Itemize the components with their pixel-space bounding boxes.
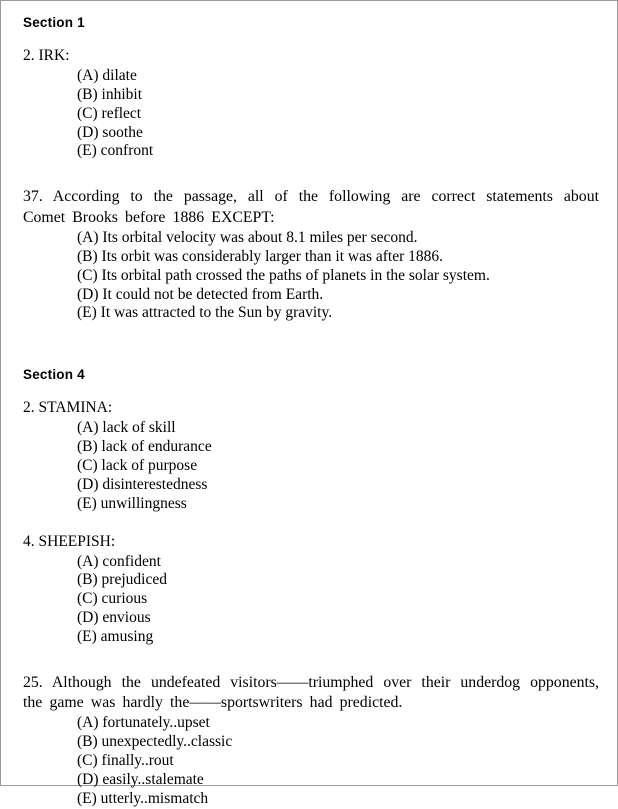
answer-choice[interactable]: (A) dilate (77, 66, 137, 84)
question-stem: 2. IRK: (23, 47, 70, 64)
answer-choice[interactable]: (B) unexpectedly..classic (77, 733, 233, 751)
answer-choice[interactable]: (E) amusing (77, 628, 154, 646)
question-block (23, 398, 599, 513)
answer-choice[interactable]: (E) unwillingness (77, 494, 187, 512)
spacer (23, 518, 599, 532)
answer-choice[interactable]: (E) utterly..mismatch (77, 790, 209, 808)
question-stem: 25. Although the undefeated visitors——triumphed over their underdog opponents, the game was hardly the——sportswriters had predicted. (23, 674, 599, 712)
answer-choice[interactable]: (D) disinterestedness (77, 475, 208, 493)
section-heading-4: Section 4 (23, 367, 85, 383)
question-stem: 4. SHEEPISH: (23, 532, 116, 550)
answer-choice[interactable]: (D) soothe (77, 123, 143, 141)
spacer (23, 327, 599, 367)
answer-choice[interactable]: (A) Its orbital velocity was about 8.1 miles per second. (77, 228, 418, 246)
section-heading-1: Section 1 (23, 15, 85, 30)
answer-choices (23, 419, 599, 514)
answer-choice[interactable]: (C) finally..rout (77, 752, 174, 770)
question-stem: 37. According to the passage, all of the following are correct statements about Comet Brooks before 1886 EXCEPT: (23, 188, 599, 226)
answer-choice[interactable]: (A) lack of skill (77, 419, 176, 437)
spacer (23, 651, 599, 673)
answer-choice[interactable]: (E) It was attracted to the Sun by gravity. (77, 304, 333, 322)
answer-choice[interactable]: (E) confront (77, 142, 154, 160)
answer-choice[interactable]: (B) lack of endurance (77, 438, 212, 456)
answer-choice[interactable]: (B) Its orbit was considerably larger than it was after 1886. (77, 247, 444, 265)
question-block (23, 187, 599, 323)
answer-choice[interactable]: (C) reflect (77, 104, 142, 122)
answer-choice[interactable]: (D) envious (77, 609, 151, 627)
answer-choices (23, 714, 599, 809)
question-stem: 2. STAMINA: (23, 399, 113, 417)
question-block (23, 532, 599, 647)
answer-choice[interactable]: (D) easily..stalemate (77, 771, 204, 789)
question-block (23, 46, 599, 161)
question-block (23, 673, 599, 809)
answer-choice[interactable]: (C) Its orbital path crossed the paths of planets in the solar system. (77, 266, 490, 284)
answer-choice[interactable]: (A) confident (77, 552, 161, 570)
answer-choice[interactable]: (C) lack of purpose (77, 456, 198, 474)
answer-choice[interactable]: (A) fortunately..upset (77, 714, 210, 732)
spacer (23, 165, 599, 187)
answer-choices (23, 229, 599, 324)
answer-choice[interactable]: (B) prejudiced (77, 571, 167, 589)
answer-choices (23, 67, 599, 162)
answer-choice[interactable]: (C) curious (77, 590, 148, 608)
answer-choice[interactable]: (D) It could not be detected from Earth. (77, 285, 324, 303)
answer-choice[interactable]: (B) inhibit (77, 85, 143, 103)
answer-choices (23, 553, 599, 648)
